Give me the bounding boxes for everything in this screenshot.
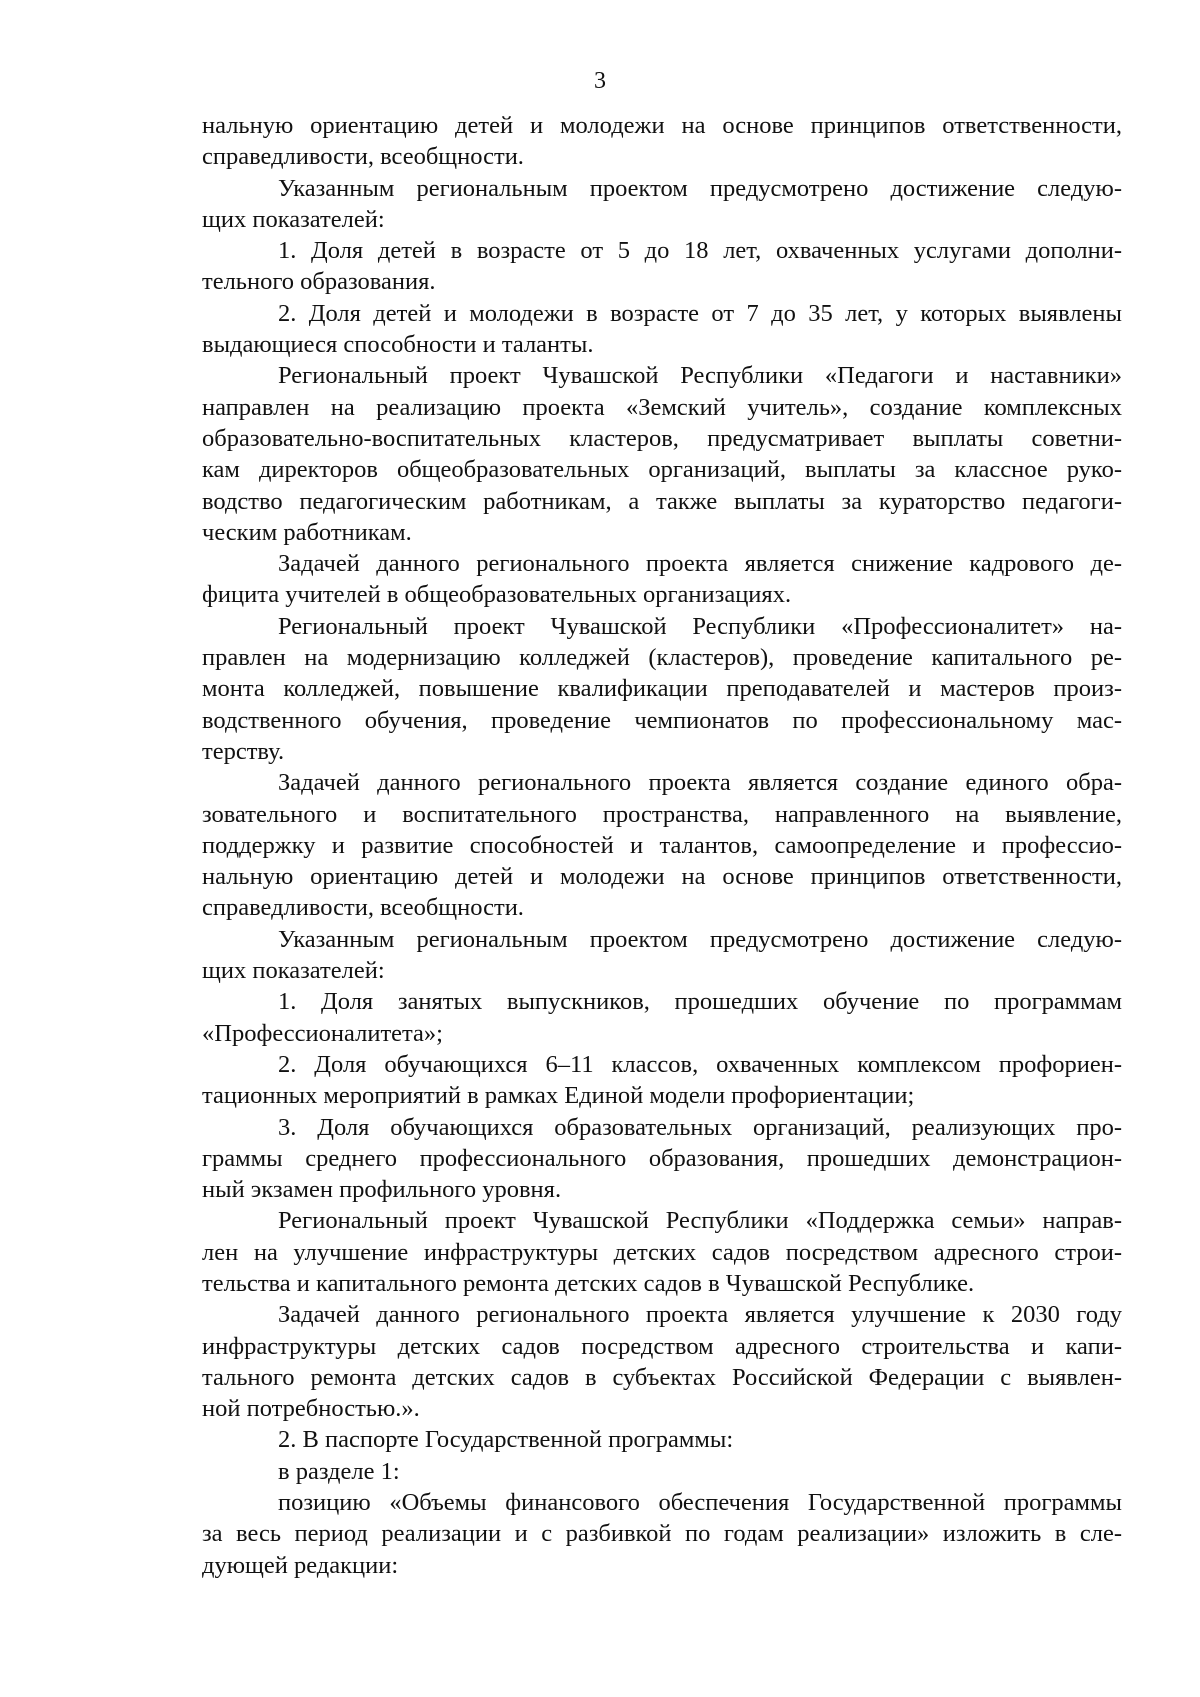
page-number: 3 bbox=[594, 68, 606, 94]
document-body bbox=[202, 110, 1122, 1581]
text-line: граммы среднего профессионального образования, прошедших демонстрацион- bbox=[202, 1144, 1122, 1172]
text-line: «Профессионалитета»; bbox=[202, 1019, 443, 1047]
text-line: 1. Доля занятых выпускников, прошедших обучение по программам bbox=[278, 988, 1122, 1016]
text-line: кам директоров общеобразовательных организаций, выплаты за классное руко- bbox=[202, 456, 1122, 484]
text-line: тального ремонта детских садов в субъектах Российской Федерации с выявлен- bbox=[202, 1363, 1122, 1391]
text-line: справедливости, всеобщности. bbox=[202, 894, 524, 922]
text-line: зовательного и воспитательного пространства, направленного на выявление, bbox=[202, 800, 1122, 828]
text-line: правлен на модернизацию колледжей (кластеров), проведение капитального ре- bbox=[202, 644, 1122, 672]
text-line: терству. bbox=[202, 737, 285, 765]
text-line: щих показателей: bbox=[202, 957, 385, 985]
text-line: Региональный проект Чувашской Республики «Профессионалитет» на- bbox=[278, 612, 1122, 640]
text-line: 1. Доля детей в возрасте от 5 до 18 лет, охваченных услугами дополни- bbox=[278, 237, 1122, 265]
text-line: образовательно-воспитательных кластеров, предусматривает выплаты советни- bbox=[202, 424, 1122, 452]
text-line: Указанным региональным проектом предусмотрено достижение следую- bbox=[278, 174, 1122, 202]
text-line: выдающиеся способности и таланты. bbox=[202, 331, 594, 359]
text-line: щих показателей: bbox=[202, 205, 385, 233]
text-line: водство педагогическим работникам, а также выплаты за кураторство педагоги- bbox=[202, 487, 1122, 515]
text-line: монта колледжей, повышение квалификации преподавателей и мастеров произ- bbox=[202, 675, 1122, 703]
text-line: Задачей данного регионального проекта является снижение кадрового де- bbox=[278, 550, 1122, 578]
text-line: 2. В паспорте Государственной программы: bbox=[278, 1426, 734, 1454]
text-line: тационных мероприятий в рамках Единой модели профориентации; bbox=[202, 1082, 915, 1110]
text-line: Региональный проект Чувашской Республики «Поддержка семьи» направ- bbox=[278, 1207, 1122, 1235]
text-line: 2. Доля обучающихся 6–11 классов, охваченных комплексом профориен- bbox=[278, 1050, 1122, 1078]
text-line: ной потребностью.». bbox=[202, 1395, 420, 1423]
text-line: направлен на реализацию проекта «Земский учитель», создание комплексных bbox=[202, 393, 1122, 421]
text-line: тельного образования. bbox=[202, 268, 436, 296]
text-line: Задачей данного регионального проекта является создание единого обра- bbox=[278, 769, 1122, 797]
text-line: справедливости, всеобщности. bbox=[202, 143, 524, 171]
text-line: поддержку и развитие способностей и талантов, самоопределение и профессио- bbox=[202, 831, 1122, 859]
text-line: водственного обучения, проведение чемпионатов по профессиональному мас- bbox=[202, 706, 1122, 734]
text-line: ческим работникам. bbox=[202, 518, 412, 546]
text-line: тельства и капитального ремонта детских садов в Чувашской Республике. bbox=[202, 1269, 975, 1297]
text-line: лен на улучшение инфраструктуры детских садов посредством адресного строи- bbox=[202, 1238, 1122, 1266]
text-line: за весь период реализации и с разбивкой по годам реализации» изложить в сле- bbox=[202, 1520, 1122, 1548]
text-line: дующей редакции: bbox=[202, 1551, 399, 1579]
text-line: Региональный проект Чувашской Республики «Педагоги и наставники» bbox=[278, 362, 1122, 390]
text-line: ный экзамен профильного уровня. bbox=[202, 1176, 562, 1204]
text-line: 3. Доля обучающихся образовательных организаций, реализующих про- bbox=[278, 1113, 1122, 1141]
text-line: позицию «Объемы финансового обеспечения Государственной программы bbox=[278, 1489, 1122, 1517]
text-line: Указанным региональным проектом предусмотрено достижение следую- bbox=[278, 925, 1122, 953]
text-line: 2. Доля детей и молодежи в возрасте от 7 до 35 лет, у которых выявлены bbox=[278, 299, 1122, 327]
text-line: нальную ориентацию детей и молодежи на основе принципов ответственности, bbox=[202, 863, 1122, 891]
text-line: фицита учителей в общеобразовательных организациях. bbox=[202, 581, 792, 609]
text-line: в разделе 1: bbox=[278, 1457, 400, 1485]
text-line: Задачей данного регионального проекта является улучшение к 2030 году bbox=[278, 1301, 1122, 1329]
text-line: инфраструктуры детских садов посредством адресного строительства и капи- bbox=[202, 1332, 1122, 1360]
text-line: нальную ориентацию детей и молодежи на основе принципов ответственности, bbox=[202, 112, 1122, 139]
